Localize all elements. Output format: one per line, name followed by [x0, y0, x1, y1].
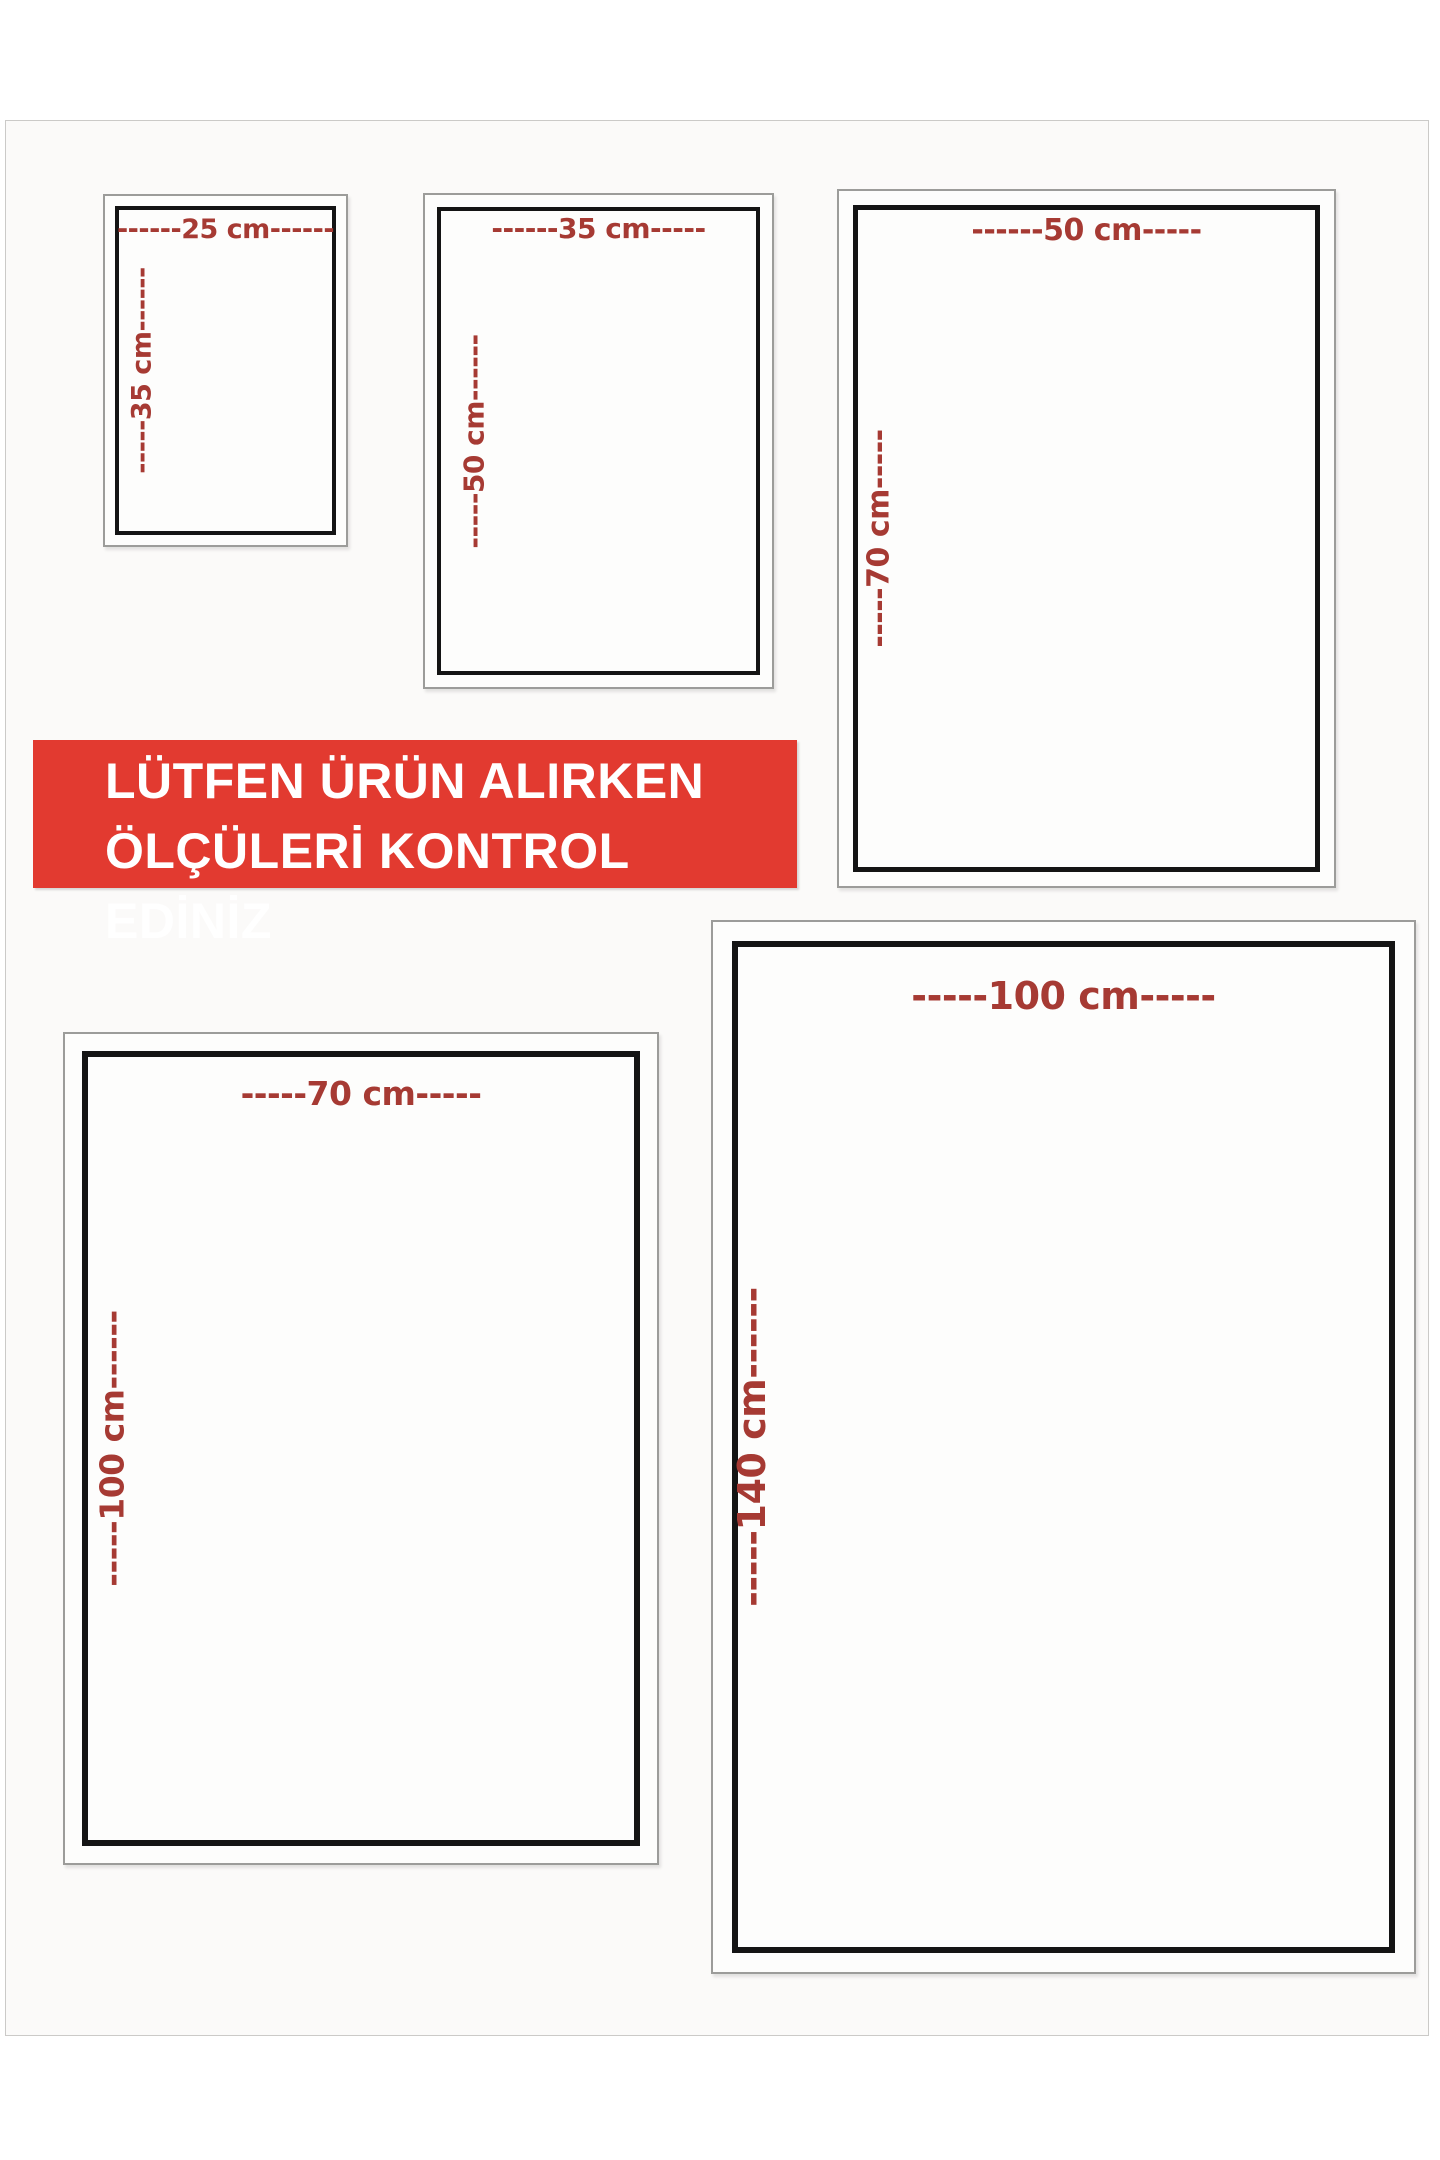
warning-line-1: LÜTFEN ÜRÜN ALIRKEN: [105, 753, 705, 809]
width-label-25x35: ------25 cm------: [116, 214, 335, 245]
width-label-35x50: ------35 cm-----: [491, 212, 706, 245]
width-label-100x140: -----100 cm-----: [911, 974, 1216, 1018]
height-label-25x35: -----35 cm------: [126, 267, 158, 474]
size-box-50x70: [837, 189, 1336, 888]
size-box-25x35: [103, 194, 348, 547]
height-label-50x70: -----70 cm-----: [861, 429, 897, 648]
size-box-35x50: [423, 193, 774, 689]
height-label-100x140: -----140 cm------: [730, 1287, 775, 1607]
size-box-100x140: [711, 920, 1416, 1974]
size-frame-70x100: [82, 1051, 640, 1846]
size-frame-100x140: [732, 941, 1395, 1953]
height-label-70x100: -----100 cm------: [92, 1310, 132, 1587]
width-label-70x100: -----70 cm-----: [240, 1074, 482, 1113]
height-label-35x50: -----50 cm------: [457, 333, 491, 549]
width-label-50x70: ------50 cm-----: [971, 213, 1202, 248]
warning-banner: [33, 740, 797, 949]
warning-line-2: ÖLÇÜLERİ KONTROL EDİNİZ: [105, 823, 629, 949]
size-box-70x100: [63, 1032, 659, 1865]
size-frame-50x70: [853, 205, 1320, 872]
